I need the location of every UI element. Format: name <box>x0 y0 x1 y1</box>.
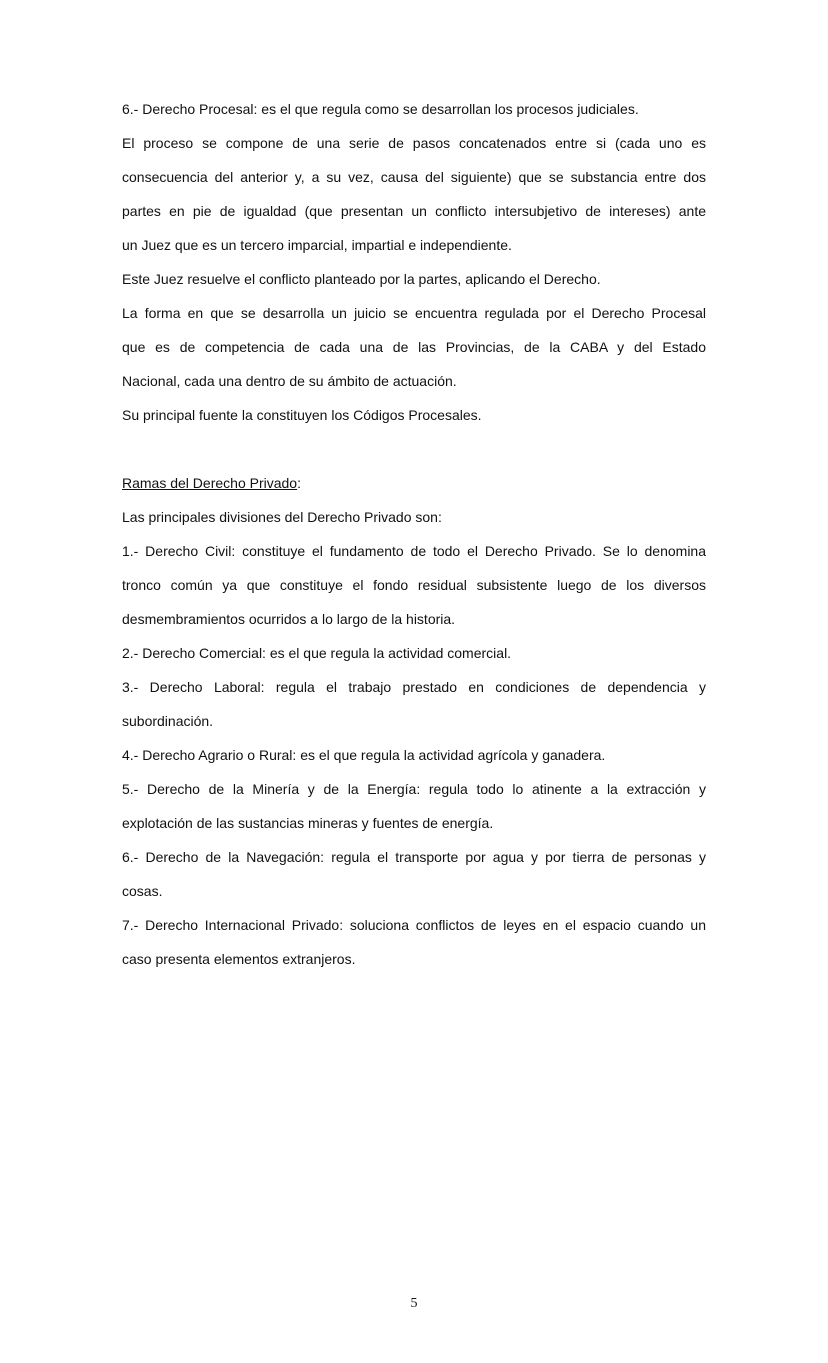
paragraph-line: 7.- Derecho Internacional Privado: soluciona conflictos de leyes en el espacio cuando un <box>122 917 706 933</box>
paragraph-line: Nacional, cada una dentro de su ámbito de actuación. <box>122 373 457 389</box>
page-number: 5 <box>410 1296 418 1311</box>
paragraph-line: 2.- Derecho Comercial: es el que regula la actividad comercial. <box>122 645 512 661</box>
paragraph-line: desmembramientos ocurridos a lo largo de la historia. <box>122 611 456 627</box>
paragraph-line: cosas. <box>122 883 163 899</box>
paragraph-line: caso presenta elementos extranjeros. <box>122 951 356 967</box>
paragraph-line: explotación de las sustancias mineras y fuentes de energía. <box>122 815 494 831</box>
section-derecho-procesal <box>122 92 706 432</box>
paragraph-line: 5.- Derecho de la Minería y de la Energía: regula todo lo atinente a la extracción y <box>122 781 706 797</box>
paragraph-line: consecuencia del anterior y, a su vez, causa del siguiente) que se substancia entre dos <box>122 169 706 185</box>
paragraph-line: que es de competencia de cada una de las Provincias, de la CABA y del Estado <box>122 339 706 355</box>
paragraph-line: 6.- Derecho Procesal: es el que regula como se desarrollan los procesos judiciales. <box>122 101 639 117</box>
paragraph-line: partes en pie de igualdad (que presentan un conflicto intersubjetivo de intereses) ante <box>122 203 706 219</box>
paragraph-line: 3.- Derecho Laboral: regula el trabajo prestado en condiciones de dependencia y <box>122 679 706 695</box>
paragraph-line: 4.- Derecho Agrario o Rural: es el que regula la actividad agrícola y ganadera. <box>122 747 606 763</box>
blank-line <box>122 432 706 466</box>
section-heading <box>122 466 706 500</box>
paragraph-line: subordinación. <box>122 713 214 729</box>
paragraph-line: un Juez que es un tercero imparcial, impartial e independiente. <box>122 237 512 253</box>
section-heading-text: Ramas del Derecho Privado <box>122 475 298 491</box>
paragraph-line: Las principales divisiones del Derecho Privado son: <box>122 509 442 525</box>
section-ramas-derecho-privado <box>122 466 706 976</box>
paragraph-line: Este Juez resuelve el conflicto planteado por la partes, aplicando el Derecho. <box>122 271 601 287</box>
paragraph-line: Su principal fuente la constituyen los Códigos Procesales. <box>122 407 482 423</box>
paragraph-line: La forma en que se desarrolla un juicio se encuentra regulada por el Derecho Procesal <box>122 305 706 321</box>
paragraph-line: El proceso se compone de una serie de pasos concatenados entre si (cada uno es <box>122 135 706 151</box>
page-content <box>122 92 706 976</box>
paragraph-line: tronco común ya que constituye el fondo residual subsistente luego de los diversos <box>122 577 706 593</box>
paragraph-line: 6.- Derecho de la Navegación: regula el transporte por agua y por tierra de personas y <box>122 849 706 865</box>
paragraph-line: 1.- Derecho Civil: constituye el fundamento de todo el Derecho Privado. Se lo denomina <box>122 543 706 559</box>
section-heading-suffix: : <box>297 475 301 491</box>
